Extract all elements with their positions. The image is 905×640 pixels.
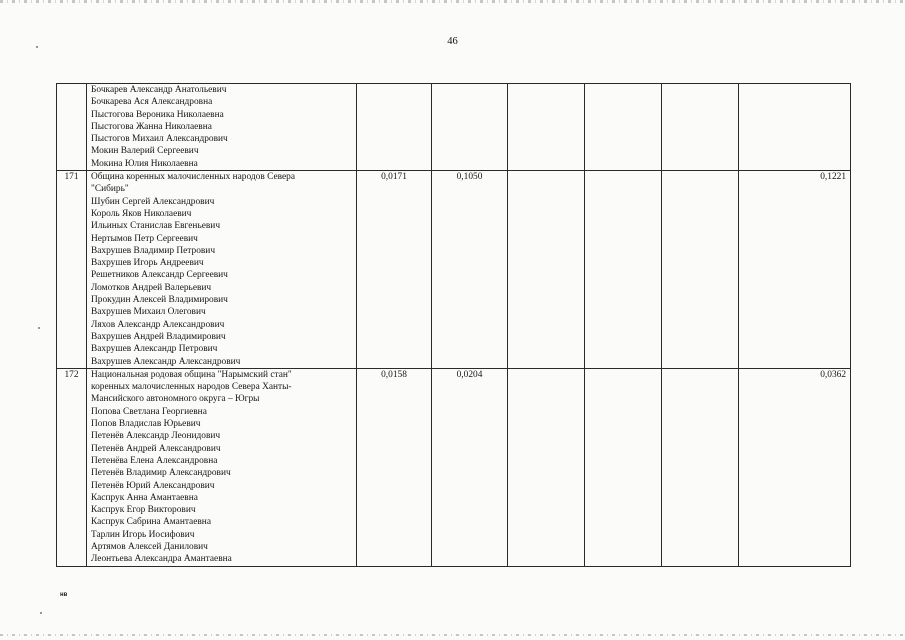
member-line: Шубин Сергей Александрович: [91, 196, 215, 207]
member-line: Петенёва Елена Александровна: [91, 455, 218, 466]
value-cell-2: 0,1050: [432, 171, 508, 369]
member-line: Каспрук Егор Викторович: [91, 505, 196, 516]
row-number-cell: 172: [57, 368, 87, 566]
member-line: Ильиных Станислав Евгеньевич: [91, 221, 221, 232]
member-line: Попов Владислав Юрьевич: [91, 419, 201, 430]
value-cell-4: [585, 368, 662, 566]
table-row: [57, 84, 851, 171]
footer-mark: нв: [60, 592, 68, 598]
member-line: коренных малочисленных народов Севера Ханты-: [91, 382, 292, 393]
scan-edge-bottom: [0, 634, 905, 636]
value-cell-1: [357, 84, 432, 171]
member-line: Мокина Юлия Николаевна: [91, 158, 198, 169]
member-line: Нертымов Петр Сергеевич: [91, 233, 198, 244]
register-body: [57, 84, 851, 567]
member-line: Пыстогова Жанна Николаевна: [91, 121, 212, 132]
member-line: Решетников Александр Сергеевич: [91, 270, 228, 281]
table-row: [57, 368, 851, 566]
member-line: Попова Светлана Георгиевна: [91, 406, 207, 417]
value-cell-3: [508, 171, 585, 369]
value-cell-1: 0,0171: [357, 171, 432, 369]
member-line: Вахрушев Игорь Андреевич: [91, 258, 204, 269]
member-line: Пыстогов Михаил Александрович: [91, 134, 228, 145]
scan-speck: [38, 327, 40, 329]
member-line: Бочкарева Ася Александровна: [91, 97, 213, 108]
total-cell: 0,0362: [739, 368, 851, 566]
member-line: Петенёв Юрий Александрович: [91, 480, 215, 491]
organization-members-cell: [87, 84, 357, 171]
organization-members-cell: [87, 171, 357, 369]
value-cell-5: [662, 84, 739, 171]
value-cell-5: [662, 171, 739, 369]
member-line: Национальная родовая община "Нарымский стан": [91, 369, 292, 380]
member-line: Петенёв Андрей Александрович: [91, 443, 221, 454]
row-number-cell: 171: [57, 171, 87, 369]
table-row: [57, 171, 851, 369]
member-line: Петенёв Владимир Александрович: [91, 468, 231, 479]
value-cell-1: 0,0158: [357, 368, 432, 566]
member-line: Вахрушев Андрей Владимирович: [91, 331, 226, 342]
member-line: Вахрушев Александр Александрович: [91, 356, 241, 367]
member-line: Мансийского автономного округа – Югры: [91, 394, 260, 405]
value-cell-3: [508, 84, 585, 171]
value-cell-2: [432, 84, 508, 171]
register-table: [56, 83, 851, 567]
member-line: Вахрушев Михаил Олегович: [91, 307, 206, 318]
member-line: Вахрушев Александр Петрович: [91, 344, 218, 355]
member-line: Ляхов Александр Александрович: [91, 319, 225, 330]
row-number-cell: [57, 84, 87, 171]
member-line: Артямов Алексей Данилович: [91, 541, 208, 552]
total-cell: 0,1221: [739, 171, 851, 369]
member-line: Ломотков Андрей Валерьевич: [91, 282, 212, 293]
organization-members-cell: [87, 368, 357, 566]
page-number: 46: [447, 36, 458, 47]
member-line: Мокин Валерий Сергеевич: [91, 146, 199, 157]
value-cell-2: 0,0204: [432, 368, 508, 566]
member-line: Община коренных малочисленных народов Севера: [91, 172, 296, 183]
member-line: Прокудин Алексей Владимирович: [91, 295, 228, 306]
member-line: Вахрушев Владимир Петрович: [91, 245, 216, 256]
member-line: Каспрук Сабрина Амантаевна: [91, 517, 211, 528]
total-cell: [739, 84, 851, 171]
member-line: Тарлин Игорь Иосифович: [91, 529, 195, 540]
value-cell-4: [585, 171, 662, 369]
value-cell-3: [508, 368, 585, 566]
member-line: Король Яков Николаевич: [91, 208, 192, 219]
member-line: Каспрук Анна Амантаевна: [91, 492, 198, 503]
value-cell-5: [662, 368, 739, 566]
member-line: Бочкарев Александр Анатольевич: [91, 85, 227, 95]
scan-edge-top: [0, 0, 905, 3]
member-line: Петенёв Александр Леонидович: [91, 431, 221, 442]
member-line: "Сибирь": [91, 184, 129, 195]
value-cell-4: [585, 84, 662, 171]
member-line: Пыстогова Вероника Николаевна: [91, 109, 224, 120]
scan-speck: [40, 612, 42, 614]
member-line: Леонтьева Александра Амантаевна: [91, 554, 232, 565]
